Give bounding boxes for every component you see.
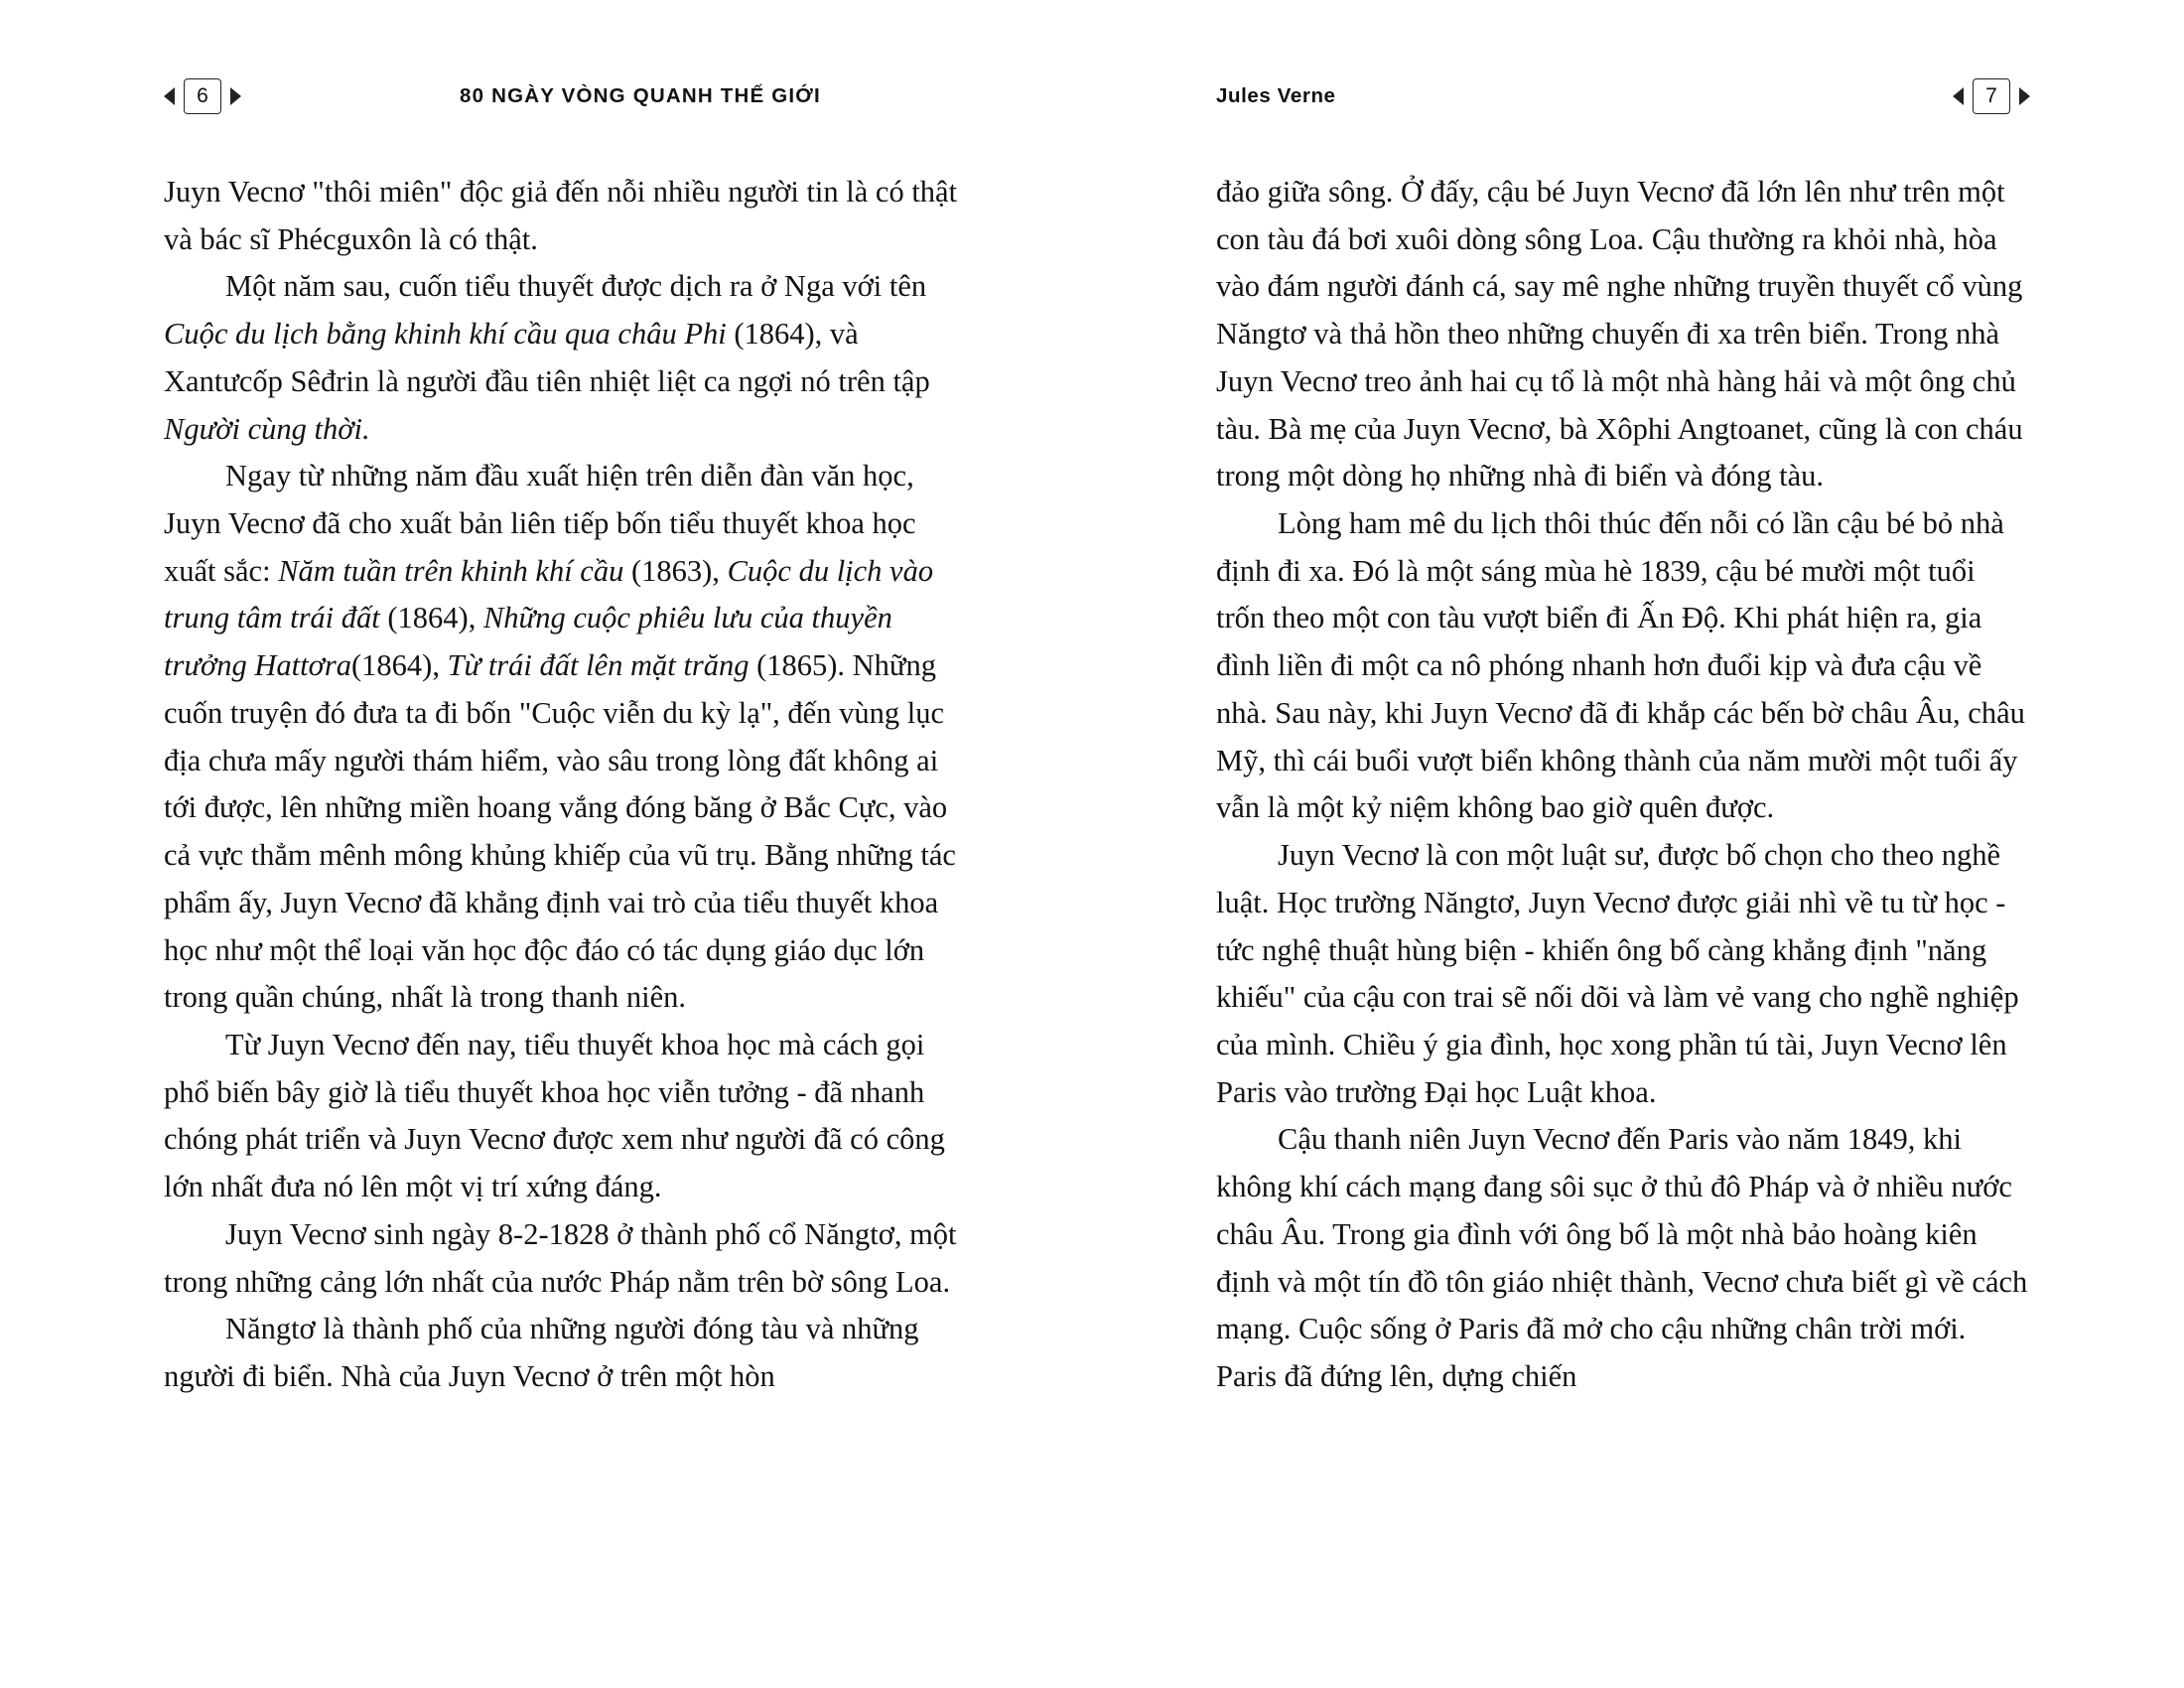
title-run: Từ trái đất lên mặt trăng: [447, 648, 750, 683]
page-right-body: [1216, 169, 2030, 1401]
paragraph: [164, 1306, 973, 1400]
page-header-left: [164, 62, 973, 131]
text-run: (1865). Những cuốn truyện đó đưa ta đi bốn "Cuộc viễn du kỳ lạ", đến vùng lục địa chưa mấy người thám hiểm, vào sâu trong lòng đất không ai tới được, lên những miền hoang vắng đóng băng ở Bắc Cực, vào cả vực thẳm mênh mông khủng khiếp của vũ trụ. Bằng những tác phẩm ấy, Juyn Vecnơ đã khẳng định vai trò của tiểu thuyết khoa học như một thể loại văn học độc đáo có tác dụng giáo dục lớn trong quần chúng, nhất là trong thanh niên.: [164, 648, 956, 1015]
running-title-left: 80 NGÀY VÒNG QUANH THẾ GIỚI: [460, 84, 821, 107]
text-run: Juyn Vecnơ là con một luật sư, được bố chọn cho theo nghề luật. Học trường Năngtơ, Juyn Vecnơ được giải nhì về tu từ học - tức nghệ thuật hùng biện - khiến ông bố càng khẳng định "năng khiếu" của cậu con trai sẽ nối dõi và làm vẻ vang cho nghề nghiệp của mình. Chiều ý gia đình, học xong phần tú tài, Juyn Vecnơ lên Paris vào trường Đại học Luật khoa.: [1216, 838, 2019, 1109]
page-number-right[interactable]: 7: [1973, 78, 2010, 114]
page-left-body: [164, 169, 973, 1401]
running-title-right: Jules Verne: [1216, 84, 1336, 107]
text-run: Ngay từ những năm đầu xuất hiện trên diễn đàn văn học, Juyn Vecnơ đã cho xuất bản liên tiếp bốn tiểu thuyết khoa học xuất sắc:: [164, 459, 916, 588]
page-header-right: [1216, 62, 2030, 131]
paragraph: [164, 1022, 973, 1211]
title-run: Năm tuần trên khinh khí cầu: [278, 553, 624, 588]
text-run: Một năm sau, cuốn tiểu thuyết được dịch ra ở Nga với tên: [225, 269, 927, 304]
paragraph: [164, 1211, 973, 1306]
next-page-arrow-icon[interactable]: [230, 87, 241, 105]
paragraph: [164, 453, 973, 1022]
text-run: (1864),: [351, 648, 448, 683]
previous-page-arrow-icon[interactable]: [1953, 87, 1964, 105]
text-run: Juyn Vecnơ sinh ngày 8-2-1828 ở thành phố cổ Năngtơ, một trong những cảng lớn nhất của nước Pháp nằm trên bờ sông Loa.: [164, 1216, 957, 1299]
paragraph: [164, 263, 973, 453]
text-run: Cậu thanh niên Juyn Vecnơ đến Paris vào năm 1849, khi không khí cách mạng đang sôi sục ở thủ đô Pháp và ở nhiều nước châu Âu. Trong gia đình với ông bố là một nhà bảo hoàng kiên định và một tín đồ tôn giáo nhiệt thành, Vecnơ chưa biết gì về cách mạng. Cuộc sống ở Paris đã mở cho cậu những chân trời mới. Paris đã đứng lên, dựng chiến: [1216, 1122, 2028, 1393]
paragraph: [1216, 169, 2030, 500]
title-run: Cuộc du lịch bằng khinh khí cầu qua châu Phi: [164, 317, 727, 352]
next-page-arrow-icon[interactable]: [2019, 87, 2030, 105]
page-number-right-group[interactable]: [1953, 78, 2030, 114]
text-run: đảo giữa sông. Ở đấy, cậu bé Juyn Vecnơ đã lớn lên như trên một con tàu đá bơi xuôi dòng sông Loa. Cậu thường ra khỏi nhà, hòa vào đám người đánh cá, say mê nghe những truyền thuyết cổ vùng Năngtơ và thả hồn theo những chuyến đi xa trên biển. Trong nhà Juyn Vecnơ treo ảnh hai cụ tổ là một nhà hàng hải và một ông chủ tàu. Bà mẹ của Juyn Vecnơ, bà Xôphi Angtoanet, cũng là con cháu trong một dòng họ những nhà đi biển và đóng tàu.: [1216, 175, 2023, 493]
paragraph: [1216, 500, 2030, 832]
text-run: (1864),: [379, 601, 483, 635]
text-run: Juyn Vecnơ "thôi miên" độc giả đến nỗi nhiều người tin là có thật và bác sĩ Phécguxôn là có thật.: [164, 175, 958, 256]
text-run: Lòng ham mê du lịch thôi thúc đến nỗi có lần cậu bé bỏ nhà định đi xa. Đó là một sáng mùa hè 1839, cậu bé mười một tuổi trốn theo một con tàu vượt biển đi Ấn Độ. Khi phát hiện ra, gia đình liền đi một ca nô phóng nhanh hơn đuổi kịp và đưa cậu về nhà. Sau này, khi Juyn Vecnơ đã đi khắp các bến bờ châu Âu, châu Mỹ, thì cái buổi vượt biển không thành của năm mười một tuổi ấy vẫn là một kỷ niệm không bao giờ quên được.: [1216, 506, 2025, 825]
previous-page-arrow-icon[interactable]: [164, 87, 175, 105]
title-run: Người cùng thời.: [164, 411, 370, 446]
text-run: Năngtơ là thành phố của những người đóng tàu và những người đi biển. Nhà của Juyn Vecnơ ở trên một hòn: [164, 1312, 919, 1393]
paragraph: [1216, 1116, 2030, 1400]
page-right: [1092, 0, 2184, 1688]
title-run: Những cuộc phiêu lưu của thuyền trưởng Hattơra: [164, 601, 892, 683]
paragraph: [1216, 832, 2030, 1116]
page-number-left-group[interactable]: [164, 78, 241, 114]
text-run: (1864), và Xantưcốp Sêđrin là người đầu tiên nhiệt liệt ca ngợi nó trên tập: [164, 317, 930, 398]
page-number-left[interactable]: 6: [184, 78, 221, 114]
text-run: Từ Juyn Vecnơ đến nay, tiểu thuyết khoa học mà cách gọi phổ biến bây giờ là tiểu thuyết khoa học viễn tưởng - đã nhanh chóng phát triển và Juyn Vecnơ được xem như người đã có công lớn nhất đưa nó lên một vị trí xứng đáng.: [164, 1027, 945, 1204]
paragraph: [164, 169, 973, 263]
title-run: Cuộc du lịch vào trung tâm trái đất: [164, 553, 934, 635]
text-run: (1863),: [623, 553, 728, 588]
